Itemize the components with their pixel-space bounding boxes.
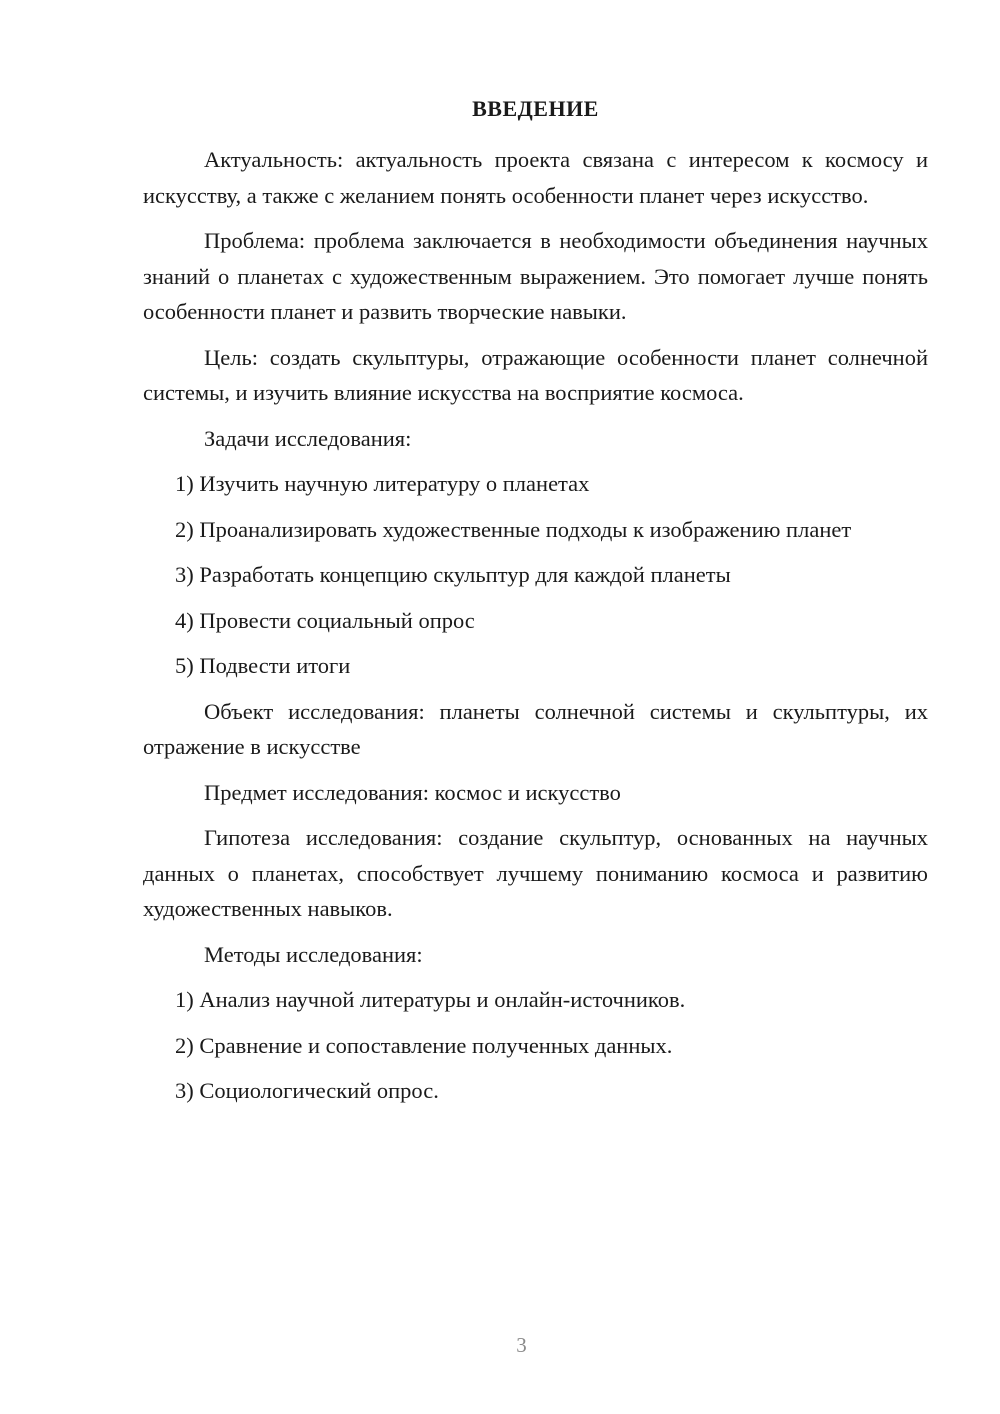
hypothesis-paragraph: Гипотеза исследования: создание скульптур, основанных на научных данных о планетах, способствует лучшему пониманию космоса и развитию художественных навыков. (143, 825, 928, 921)
document-body (143, 142, 928, 1119)
subject-paragraph: Предмет исследования: космос и искусство (204, 779, 621, 805)
list-item: 3) Социологический опрос. (175, 1078, 439, 1103)
goal-paragraph: Цель: создать скульптуры, отражающие особенности планет солнечной системы, и изучить влияние искусства на восприятие космоса. (143, 344, 928, 405)
tasks-title: Задачи исследования: (204, 425, 412, 451)
list-item: 4) Провести социальный опрос (175, 607, 475, 633)
list-item: 1) Изучить научную литературу о планетах (175, 471, 590, 496)
list-item: 1) Анализ научной литературы и онлайн-источников. (175, 987, 686, 1012)
methods-title: Методы исследования: (204, 941, 423, 967)
page-number: 3 (516, 1333, 527, 1357)
tasks-list (143, 466, 928, 684)
page-title: ВВЕДЕНИЕ (472, 96, 599, 121)
list-item: 2) Проанализировать художественные подходы к изображению планет (175, 516, 852, 542)
object-paragraph: Объект исследования: планеты солнечной системы и скульптуры, их отражение в искусстве (143, 698, 928, 759)
list-item: 5) Подвести итоги (175, 653, 351, 678)
methods-list (143, 982, 928, 1109)
list-item: 3) Разработать концепцию скульптур для каждой планеты (175, 562, 731, 587)
document-page (143, 0, 928, 1414)
problem-paragraph: Проблема: проблема заключается в необходимости объединения научных знаний о планетах с художественным выражением. Это помогает лучше понять особенности планет и развить творческие навыки. (143, 228, 928, 324)
relevance-paragraph: Актуальность: актуальность проекта связана с интересом к космосу и искусству, а также с желанием понять особенности планет через искусство. (143, 147, 928, 208)
list-item: 2) Сравнение и сопоставление полученных данных. (175, 1032, 673, 1058)
